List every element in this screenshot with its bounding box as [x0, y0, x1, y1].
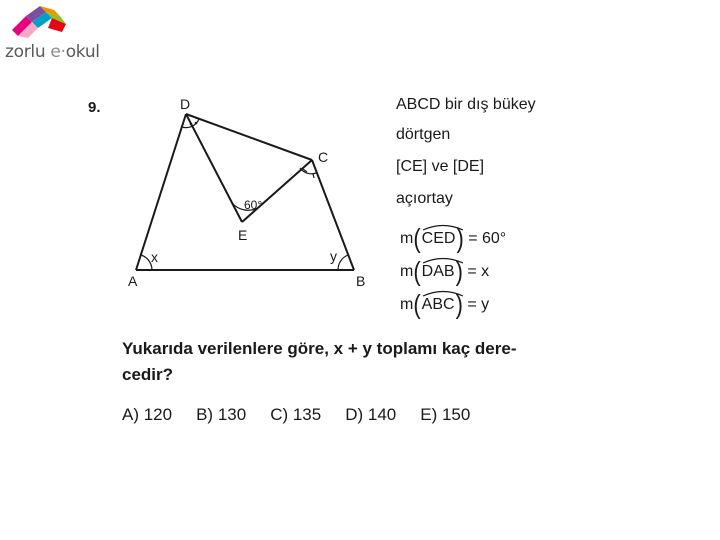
angle-x-label: x	[151, 249, 158, 265]
given-line-3: [CE] ve [DE]	[396, 158, 485, 175]
bisector-de	[186, 114, 242, 222]
vertex-e-label: E	[238, 227, 248, 243]
vertex-d-label: D	[180, 96, 191, 112]
given-line-2: dörtgen	[396, 126, 451, 143]
given-line-1: ABCD bir dış bükey	[396, 96, 536, 113]
vertex-a-label: A	[128, 273, 138, 289]
brand-logo	[2, 2, 102, 68]
logo-mark-icon	[2, 2, 82, 42]
angle-b-arc	[338, 255, 348, 270]
question-prompt-line-2: cedir?	[122, 365, 174, 384]
vertex-b-label: B	[356, 273, 366, 289]
option-b[interactable]: B) 130	[196, 405, 247, 424]
side-da	[136, 114, 186, 270]
side-cd	[186, 114, 312, 160]
angle-y-label: y	[330, 248, 337, 264]
quadrilateral-figure	[120, 92, 380, 292]
measure-ced: m ( CED ) = 60°	[400, 223, 507, 254]
vertex-c-label: C	[318, 149, 329, 165]
option-e[interactable]: E) 150	[420, 405, 471, 424]
measure-dab: m ( DAB ) = x	[400, 256, 490, 287]
given-line-4: açıortay	[396, 190, 453, 207]
question-number: 9.	[88, 99, 101, 116]
question-prompt-line-1: Yukarıda verilenlere göre, x + y toplamı kaç dere-	[122, 339, 517, 358]
option-a[interactable]: A) 120	[122, 405, 173, 424]
question-prompt	[122, 336, 582, 388]
brand-name: zorlu e·okul	[5, 42, 100, 62]
measure-abc: m ( ABC ) = y	[400, 289, 490, 320]
angle-e-value: 60°	[244, 198, 263, 212]
option-d[interactable]: D) 140	[345, 405, 397, 424]
answer-options	[122, 405, 494, 425]
option-c[interactable]: C) 135	[270, 405, 322, 424]
